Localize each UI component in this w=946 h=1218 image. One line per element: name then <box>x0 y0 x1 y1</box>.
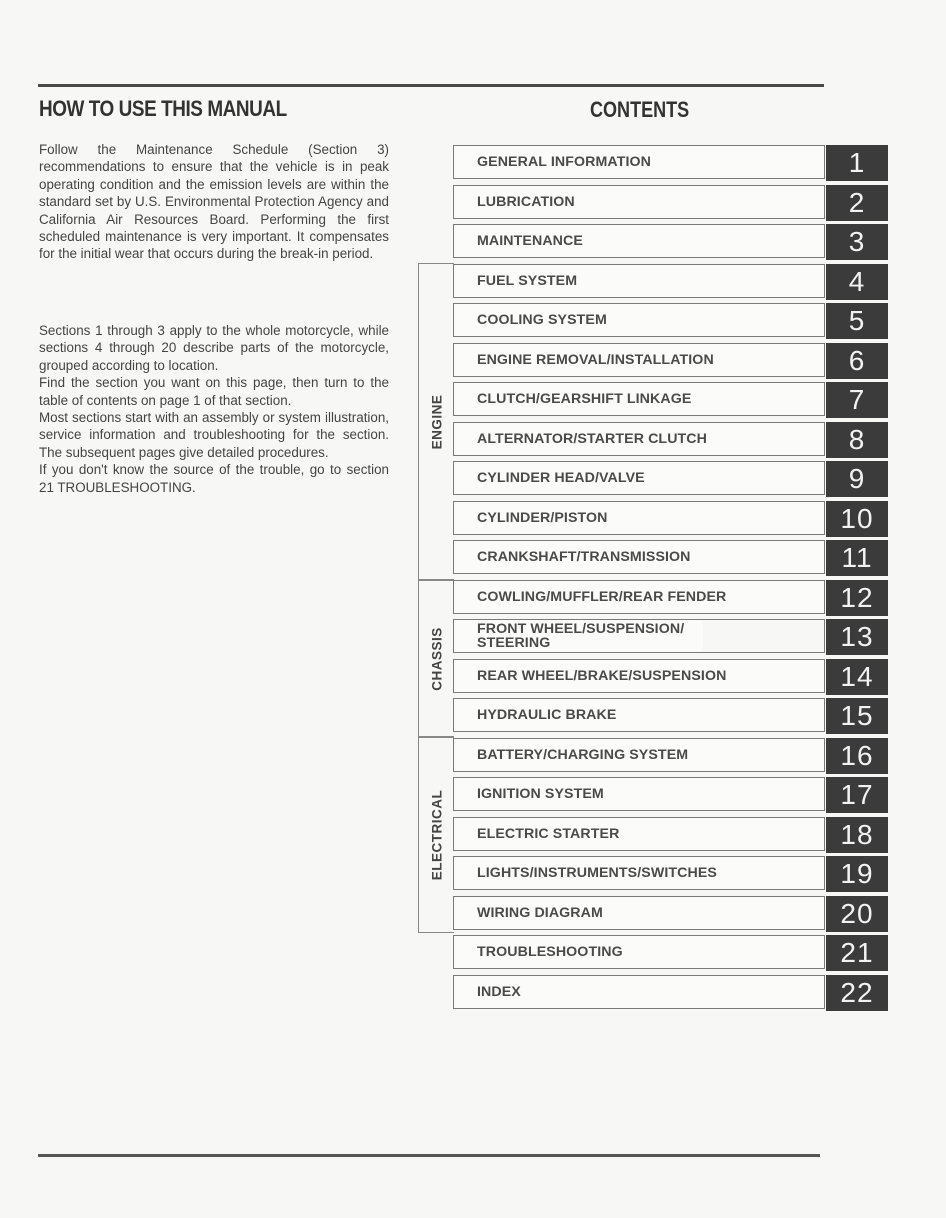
section-label[interactable]: LIGHTS/INSTRUMENTS/SWITCHES <box>453 856 825 890</box>
section-number-tab[interactable]: 16 <box>826 738 888 774</box>
toc-row-7[interactable] <box>453 382 889 418</box>
section-label[interactable]: IGNITION SYSTEM <box>453 777 825 811</box>
section-label[interactable]: ALTERNATOR/STARTER CLUTCH <box>453 422 825 456</box>
section-label[interactable]: REAR WHEEL/BRAKE/SUSPENSION <box>453 659 825 693</box>
section-label[interactable]: TROUBLESHOOTING <box>453 935 825 969</box>
toc-row-10[interactable] <box>453 501 889 537</box>
section-number-tab[interactable]: 20 <box>826 896 888 932</box>
toc-row-12[interactable] <box>453 580 889 616</box>
toc-row-14[interactable] <box>453 659 889 695</box>
toc-row-9[interactable] <box>453 461 889 497</box>
group-engine <box>418 263 454 580</box>
section-label[interactable]: COOLING SYSTEM <box>453 303 825 337</box>
section-label[interactable]: MAINTENANCE <box>453 224 825 258</box>
group-label-chassis: CHASSIS <box>429 626 444 691</box>
toc-row-22[interactable] <box>453 975 889 1011</box>
group-label-electrical: ELECTRICAL <box>429 789 444 881</box>
section-label[interactable]: FRONT WHEEL/SUSPENSION/ STEERING <box>453 619 703 653</box>
section-number-tab[interactable]: 21 <box>826 935 888 971</box>
section-number-tab[interactable]: 6 <box>826 343 888 379</box>
section-number-tab[interactable]: 13 <box>826 619 888 655</box>
section-number-tab[interactable]: 14 <box>826 659 888 695</box>
contents-title: CONTENTS <box>590 97 690 122</box>
section-number-tab[interactable]: 3 <box>826 224 888 260</box>
section-number-tab[interactable]: 10 <box>826 501 888 537</box>
intro-paragraph <box>39 141 389 263</box>
usage-line: If you don't know the source of the trouble, go to section 21 TROUBLESHOOTING. <box>39 462 389 495</box>
usage-line: Most sections start with an assembly or system illustration, service information and troubleshooting for the section. The subsequent pages give detailed procedures. <box>39 410 389 460</box>
top-rule <box>38 84 824 87</box>
how-to-use-title: HOW TO USE THIS MANUAL <box>39 96 287 121</box>
intro-paragraph-text: Follow the Maintenance Schedule (Section 3) recommendations to ensure that the vehicle is in peak operating condition and the emission levels are within the standard set by U.S. Environmental Protection Agency and California Air Resources Board. Performing the first scheduled maintenance is very important. It compensates for the initial wear that occurs during the break-in period. <box>39 142 389 262</box>
toc-row-4[interactable] <box>453 264 889 300</box>
section-number-tab[interactable]: 5 <box>826 303 888 339</box>
section-number-tab[interactable]: 19 <box>826 856 888 892</box>
section-label[interactable]: ENGINE REMOVAL/INSTALLATION <box>453 343 825 377</box>
toc-row-20[interactable] <box>453 896 889 932</box>
section-label[interactable]: ELECTRIC STARTER <box>453 817 825 851</box>
section-number-tab[interactable]: 4 <box>826 264 888 300</box>
section-label[interactable]: LUBRICATION <box>453 185 825 219</box>
section-number-tab[interactable]: 17 <box>826 777 888 813</box>
group-electrical <box>418 737 454 933</box>
section-number-tab[interactable]: 15 <box>826 698 888 734</box>
bottom-rule <box>38 1154 820 1157</box>
toc-row-13[interactable] <box>453 619 889 655</box>
toc-row-17[interactable] <box>453 777 889 813</box>
toc-row-21[interactable] <box>453 935 889 971</box>
section-number-tab[interactable]: 12 <box>826 580 888 616</box>
usage-line: Find the section you want on this page, then turn to the table of contents on page 1 of that section. <box>39 375 389 408</box>
toc-row-15[interactable] <box>453 698 889 734</box>
section-label-box <box>453 619 825 653</box>
section-number-tab[interactable]: 18 <box>826 817 888 853</box>
section-label[interactable]: CRANKSHAFT/TRANSMISSION <box>453 540 825 574</box>
toc-row-18[interactable] <box>453 817 889 853</box>
section-number-tab[interactable]: 11 <box>826 540 888 576</box>
section-number-tab[interactable]: 8 <box>826 422 888 458</box>
section-label[interactable]: HYDRAULIC BRAKE <box>453 698 825 732</box>
section-label[interactable]: INDEX <box>453 975 825 1009</box>
toc-row-2[interactable] <box>453 185 889 221</box>
section-label[interactable]: COWLING/MUFFLER/REAR FENDER <box>453 580 825 614</box>
usage-paragraphs <box>39 322 389 496</box>
section-number-tab[interactable]: 2 <box>826 185 888 221</box>
section-label[interactable]: GENERAL INFORMATION <box>453 145 825 179</box>
section-label[interactable]: FUEL SYSTEM <box>453 264 825 298</box>
section-number-tab[interactable]: 7 <box>826 382 888 418</box>
section-number-tab[interactable]: 9 <box>826 461 888 497</box>
section-label[interactable]: CLUTCH/GEARSHIFT LINKAGE <box>453 382 825 416</box>
toc-row-19[interactable] <box>453 856 889 892</box>
section-label[interactable]: CYLINDER/PISTON <box>453 501 825 535</box>
usage-line: Sections 1 through 3 apply to the whole motorcycle, while sections 4 through 20 describe parts of the motorcycle, grouped according to location. <box>39 323 389 373</box>
section-label[interactable]: BATTERY/CHARGING SYSTEM <box>453 738 825 772</box>
toc-row-8[interactable] <box>453 422 889 458</box>
toc-row-1[interactable] <box>453 145 889 181</box>
toc-row-11[interactable] <box>453 540 889 576</box>
section-label[interactable]: WIRING DIAGRAM <box>453 896 825 930</box>
group-label-engine: ENGINE <box>429 394 444 449</box>
section-label[interactable]: CYLINDER HEAD/VALVE <box>453 461 825 495</box>
toc-row-6[interactable] <box>453 343 889 379</box>
group-chassis <box>418 580 454 737</box>
toc-row-5[interactable] <box>453 303 889 339</box>
toc-row-3[interactable] <box>453 224 889 260</box>
toc-row-16[interactable] <box>453 738 889 774</box>
section-number-tab[interactable]: 22 <box>826 975 888 1011</box>
section-number-tab[interactable]: 1 <box>826 145 888 181</box>
